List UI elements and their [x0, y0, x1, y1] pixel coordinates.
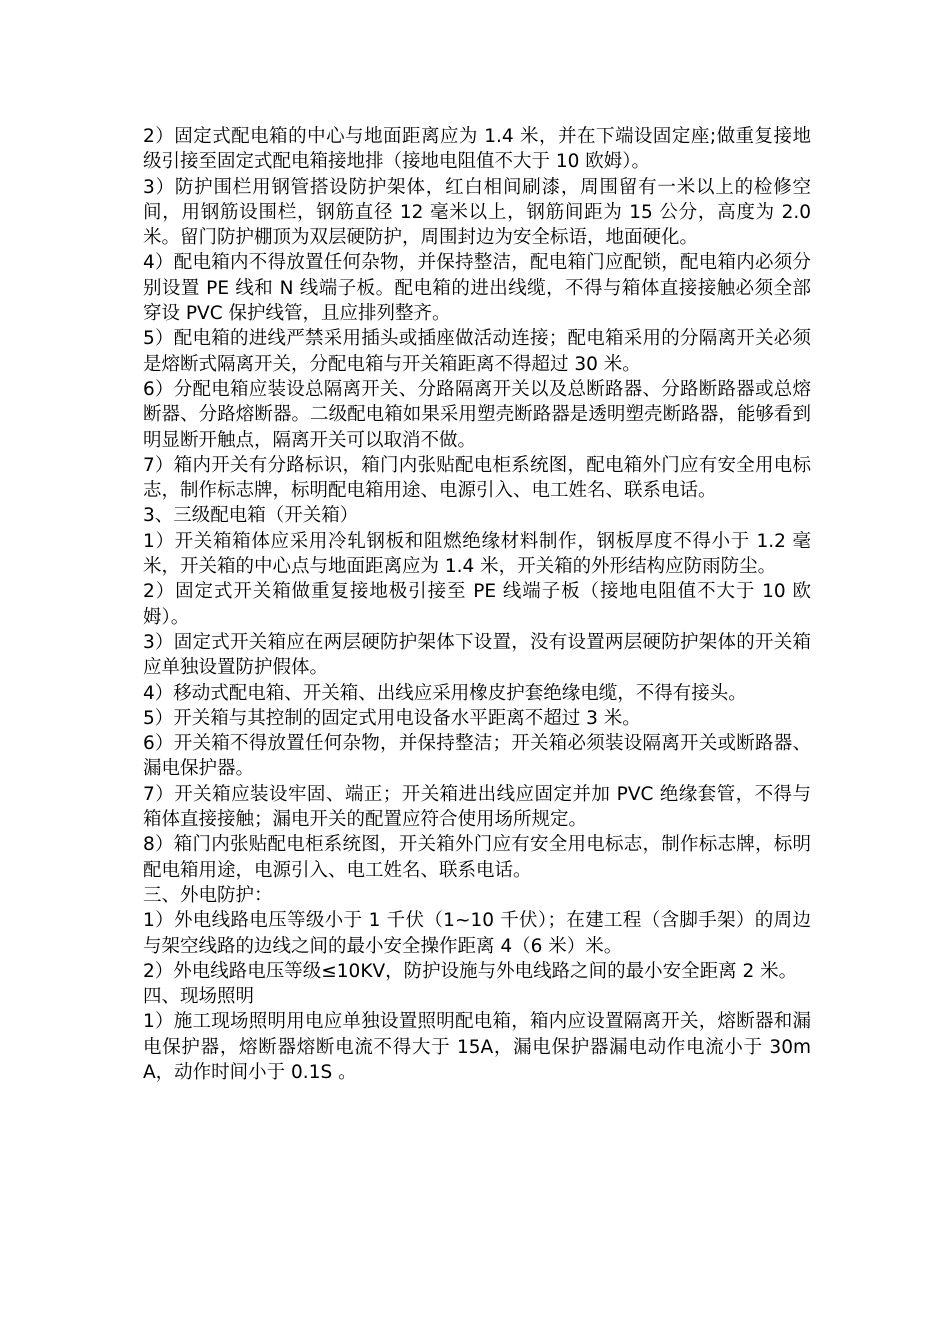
document-body: [143, 124, 811, 1085]
paragraph-lighting-box: 1）施工现场照明用电应单独设置照明配电箱，箱内应设置隔离开关，熔断器和漏电保护器，熔断器熔断电流不得大于 15A，漏电保护器漏电动作电流小于 30mA，动作时间小于 0.1S 。: [143, 1011, 811, 1083]
paragraph-box-center-height: 2）固定式配电箱的中心与地面距离应为 1.4 米，并在下端设固定座;做重复接地级引接至固定式配电箱接地排（接地电阻值不大于 10 欧姆）。: [143, 126, 811, 173]
paragraph-mobile-box-cable: 4）移动式配电箱、开关箱、出线应采用橡皮护套绝缘电缆，不得有接头。: [143, 682, 747, 704]
paragraph-switch-box-install: 7）开关箱应装设牢固、端正；开关箱进出线应固定并加 PVC 绝缘套管，不得与箱体直接接触；漏电开关的配置应符合使用场所规定。: [143, 783, 811, 831]
paragraph-box-labels: 7）箱内开关有分路标识，箱门内张贴配电柜系统图，配电箱外门应有安全用电标志，制作标志牌，标明配电箱用途、电源引入、电工姓名、联系电话。: [143, 454, 811, 502]
paragraph-switch-box-material: 1）开关箱箱体应采用冷轧钢板和阻燃绝缘材料制作，钢板厚度不得小于 1.2 毫米，开关箱的中心点与地面距离应为 1.4 米，开关箱的外形结构应防雨防尘。: [143, 530, 811, 578]
paragraph-switch-box-protection: 3）固定式开关箱应在两层硬防护架体下设置，没有设置两层硬防护架体的开关箱应单独设置防护假体。: [143, 631, 811, 679]
paragraph-switch-box-grounding: 2）固定式开关箱做重复接地极引接至 PE 线端子板（接地电阻值不大于 10 欧姆）。: [143, 581, 811, 628]
paragraph-incoming-line: 5）配电箱的进线严禁采用插头或插座做活动连接；配电箱采用的分隔离开关必须是熔断式隔离开关，分配电箱与开关箱距离不得超过 30 米。: [143, 328, 811, 375]
paragraph-guard-rail: 3）防护围栏用钢管搭设防护架体，红白相间刷漆，周围留有一米以上的检修空间，用钢筋设围栏，钢筋直径 12 毫米以上，钢筋间距为 15 公分，高度为 2.0 米。留门防护棚顶为双层硬防护，周围封边为安全标语，地面硬化。: [143, 176, 811, 249]
section-heading-site-lighting: 四、现场照明: [143, 986, 255, 1008]
section-heading-external-power: 三、外电防护：: [143, 884, 273, 906]
section-heading-switch-box: 3、三级配电箱（开关箱）: [143, 505, 359, 527]
paragraph-switch-box-labels: 8）箱门内张贴配电柜系统图，开关箱外门应有安全用电标志，制作标志牌，标明配电箱用途，电源引入、电工姓名、联系电话。: [143, 834, 811, 881]
paragraph-horizontal-distance: 5）开关箱与其控制的固定式用电设备水平距离不超过 3 米。: [143, 707, 641, 729]
paragraph-sub-box-switches: 6）分配电箱应装设总隔离开关、分路隔离开关以及总断路器、分路断路器或总熔断器、分路熔断器。二级配电箱如果采用塑壳断路器是透明塑壳断路器，能够看到明显断开触点，隔离开关可以取消不做。: [143, 378, 811, 451]
paragraph-switch-box-cleanliness: 6）开关箱不得放置任何杂物，并保持整洁；开关箱必须装设隔离开关或断路器、漏电保护器。: [143, 733, 811, 780]
paragraph-external-voltage-1: 1）外电线路电压等级小于 1 千伏（1~10 千伏）；在建工程（含脚手架）的周边与架空线路的边线之间的最小安全操作距离 4（6 米）米。: [143, 910, 811, 957]
paragraph-external-voltage-2: 2）外电线路电压等级≤10KV，防护设施与外电线路之间的最小安全距离 2 米。: [143, 960, 798, 982]
paragraph-box-cleanliness: 4）配电箱内不得放置任何杂物，并保持整洁，配电箱门应配锁，配电箱内必须分别设置 PE 线和 N 线端子板。配电箱的进出线缆，不得与箱体直接接触必须全部穿设 PVC 保护线管，且应排列整齐。: [143, 252, 811, 325]
